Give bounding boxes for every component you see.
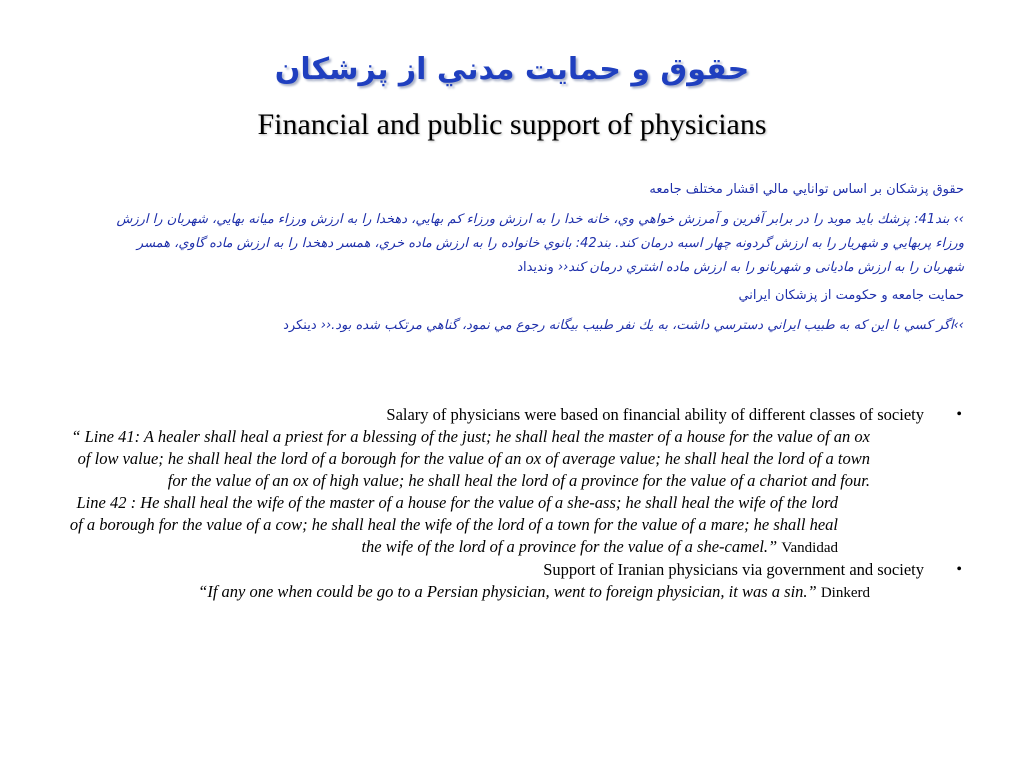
english-quote-line42 [60,492,922,559]
bullet-text: Salary of physicians were based on financial ability of different classes of society [386,405,924,424]
bullet-marker: • [956,561,962,578]
english-quote-dinkerd [60,581,964,604]
persian-quote-source: دينكرد [283,318,317,333]
persian-quote-source: ونديداد [517,260,554,275]
english-quote-source: Dinkerd [820,585,870,601]
english-quote-text: Line 42 : He shall heal the wife of the master of a house for the value of a she-ass; he shall heal the wife of the lord of a borough for the value of a cow; he shall heal the wife of the lord of a town for the value of a mare; he shall heal the wife of the lord of a province for the value of a she-camel.” [69,493,838,556]
bullet-text: Support of Iranian physicians via government and society [543,560,924,579]
english-quote-sin [60,581,922,604]
bullet-salary [60,404,964,426]
slide-title-english: Financial and public support of physicians [257,108,767,141]
english-quote-text: “If any one when could be go to a Persian physician, went to foreign physician, it was a sin.” [198,582,817,601]
persian-heading-salary: حقوق پزشكان بر اساس توانايي مالي اقشار مختلف جامعه [649,182,964,197]
bullet-support [60,559,964,581]
bullet-marker: • [956,406,962,423]
persian-quote-vandidad [96,208,964,280]
english-text-block [60,404,964,604]
persian-heading-support: حمايت جامعه و حكومت از پزشكان ايراني [738,288,964,303]
english-quote-source: Vandidad [781,540,838,556]
persian-text-block [96,180,964,344]
english-quote-vandidad [60,426,964,559]
slide-title-persian: حقوق و حمايت مدني از پزشكان [274,52,750,87]
persian-quote-dinkerd [96,314,964,338]
persian-quote-text: ››اگر كسي با اين كه به طبيب ايراني دسترسي داشت، به يك نفر طبيب بيگانه رجوع مي نمود، گناهي مرتكب شده بود.‹‹ [320,318,964,333]
persian-quote-text: ›› بند41: پزشك بايد موبد را در برابر آفرين و آمرزش خواهي وي، خانه خدا را به ارزش ورزاء كم بهايي، دهخدا را به ارزش ورزاء ميانه بهايي، شهربان را ارزش ورزاء پربهايي و شهريار را به ارزش گردونه چهار اسبه درمان كند. بند42: بانوي خانواده را به ارزش ماده خري، همسر دهخدا را به ارزش ماده گاوي، همسر شهربان را به ارزش ماديانی و شهربانو را به ارزش ماده اشتري درمان كند‹‹ [116,212,964,275]
english-quote-line41: “ Line 41: A healer shall heal a priest for a blessing of the just; he shall heal the master of a house for the value of an ox of low value; he shall heal the lord of a borough for the value of an ox of average value; he shall heal the lord of a town for the value of an ox of high value; he shall heal the lord of a province for the value of a chariot and four. [71,427,870,490]
